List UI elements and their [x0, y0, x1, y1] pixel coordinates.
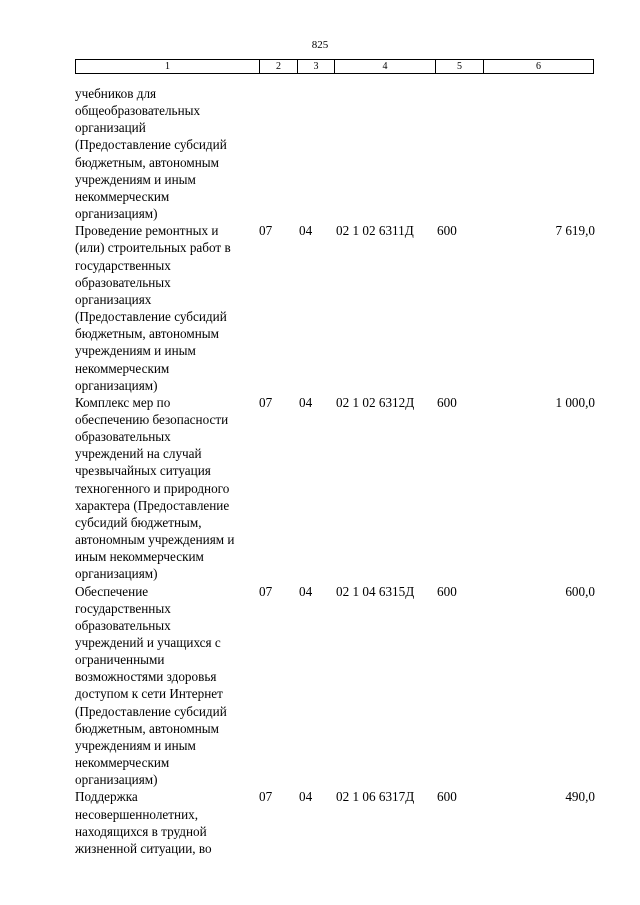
- row-amount: 1 000,0: [555, 394, 595, 410]
- row-subsection-code: 04: [299, 394, 313, 410]
- row-name: Проведение ремонтных и (или) строительных работ в государственных образовательных организациях (Предоставление субсидий бюджетным, автономным учреждениям и иным некоммерческим организациям): [75, 223, 231, 393]
- header-col-1: 1: [76, 60, 260, 74]
- header-col-2: 2: [260, 60, 298, 74]
- row-name: учебников для общеобразовательных организаций (Предоставление субсидий бюджетным, автономным учреждениям и иным некоммерческим организациям): [75, 86, 227, 222]
- row-section-code: 07: [259, 583, 273, 599]
- row-expense-type: 600: [437, 394, 457, 410]
- header-row: [76, 60, 594, 74]
- table-row: [75, 788, 595, 857]
- header-col-3: 3: [298, 60, 335, 74]
- header-col-6: 6: [484, 60, 594, 74]
- row-target-article: 02 1 02 6311Д: [336, 223, 414, 239]
- row-section-code: 07: [259, 223, 273, 239]
- row-subsection-code: 04: [299, 583, 313, 599]
- header-col-4: 4: [335, 60, 436, 74]
- table-row: [75, 222, 595, 394]
- row-amount: 600,0: [565, 583, 595, 599]
- budget-table-body: [75, 85, 595, 857]
- row-name: Поддержка несовершеннолетних, находящихся в трудной жизненной ситуации, во: [75, 789, 212, 856]
- row-section-code: 07: [259, 789, 273, 805]
- header-col-5: 5: [436, 60, 484, 74]
- row-subsection-code: 04: [299, 223, 313, 239]
- row-amount: 7 619,0: [555, 223, 595, 239]
- table-row: [75, 394, 595, 583]
- column-number-header: [75, 59, 594, 74]
- row-expense-type: 600: [437, 789, 457, 805]
- row-section-code: 07: [259, 394, 273, 410]
- row-target-article: 02 1 04 6315Д: [336, 583, 415, 599]
- row-expense-type: 600: [437, 583, 457, 599]
- table-row: [75, 85, 595, 222]
- row-amount: 490,0: [565, 789, 595, 805]
- row-name: Комплекс мер по обеспечению безопасности образовательных учреждений на случай чрезвычайных ситуация техногенного и природного характера (Предоставление субсидий бюджетным, автономным учреждениям и иным некоммерческим организациям): [75, 394, 235, 582]
- page-number: 825: [311, 39, 329, 51]
- row-expense-type: 600: [437, 223, 457, 239]
- row-target-article: 02 1 02 6312Д: [336, 394, 415, 410]
- row-name: Обеспечение государственных образовательных учреждений и учащихся с ограниченными возможностями здоровья доступом к сети Интернет (Предоставление субсидий бюджетным, автономным учреждениям и иным некоммерческим организациям): [75, 583, 227, 788]
- row-target-article: 02 1 06 6317Д: [336, 789, 415, 805]
- table-row: [75, 583, 595, 789]
- row-subsection-code: 04: [299, 789, 313, 805]
